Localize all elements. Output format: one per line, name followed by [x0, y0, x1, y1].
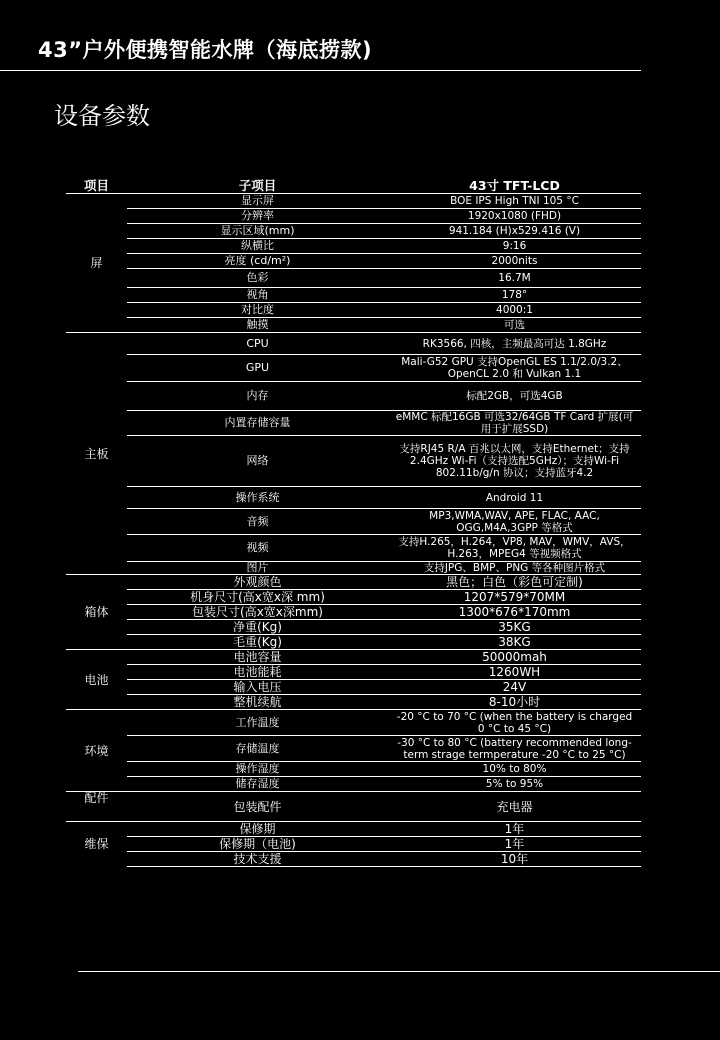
table-row: [66, 822, 641, 837]
table-row: [66, 303, 641, 318]
subitem-cell: 显示区域(mm): [127, 224, 388, 239]
subitem-cell: 技术支援: [127, 852, 388, 867]
value-cell: Android 11: [388, 487, 641, 509]
table-row: [66, 590, 641, 605]
subitem-cell: 图片: [127, 562, 388, 575]
subitem-cell: 包装配件: [127, 792, 388, 822]
value-cell: 1920x1080 (FHD): [388, 209, 641, 224]
value-cell: 充电器: [388, 792, 641, 822]
value-cell: 1207*579*70MM: [388, 590, 641, 605]
subitem-cell: 储存湿度: [127, 777, 388, 792]
table-row: [66, 710, 641, 736]
subitem-cell: 外观颜色: [127, 575, 388, 590]
category-cell: 配件: [66, 792, 127, 822]
subitem-cell: GPU: [127, 355, 388, 382]
table-row: [66, 333, 641, 355]
subitem-cell: 电池容量: [127, 650, 388, 665]
value-cell: MP3,WMA,WAV, APE, FLAC, AAC, OGG,M4A,3GPP 等格式: [388, 509, 641, 535]
subitem-cell: 机身尺寸(高x宽x深 mm): [127, 590, 388, 605]
subitem-cell: 显示屏: [127, 194, 388, 209]
subitem-cell: 存储温度: [127, 736, 388, 762]
subitem-cell: 保修期: [127, 822, 388, 837]
value-cell: 2000nits: [388, 254, 641, 269]
table-row: [66, 535, 641, 562]
table-row: [66, 224, 641, 239]
value-cell: 8-10小时: [388, 695, 641, 710]
value-cell: 支持H.265，H.264，VP8, MAV，WMV，AVS，H.263，MPEG4 等视频格式: [388, 535, 641, 562]
title-divider: [0, 70, 641, 71]
value-cell: 标配2GB，可选4GB: [388, 382, 641, 411]
value-cell: 10年: [388, 852, 641, 867]
table-row: [66, 194, 641, 209]
subitem-cell: 音频: [127, 509, 388, 535]
subitem-cell: 工作温度: [127, 710, 388, 736]
table-row: [66, 209, 641, 224]
value-cell: 10% to 80%: [388, 762, 641, 777]
table-row: [66, 239, 641, 254]
value-cell: 941.184 (H)x529.416 (V): [388, 224, 641, 239]
table-row: [66, 777, 641, 792]
header-item: 项目: [66, 178, 127, 194]
value-cell: Mali-G52 GPU 支持OpenGL ES 1.1/2.0/3.2、OpenCL 2.0 和 Vulkan 1.1: [388, 355, 641, 382]
category-cell: 维保: [84, 837, 109, 852]
category-cell: 主板: [66, 333, 127, 575]
table-row: [66, 509, 641, 535]
value-cell: 1300*676*170mm: [388, 605, 641, 620]
category-cell: 屏: [66, 194, 127, 333]
value-cell: BOE IPS High TNI 105 °C: [388, 194, 641, 209]
subitem-cell: 分辨率: [127, 209, 388, 224]
header-model: 43寸 TFT-LCD: [388, 178, 641, 194]
table-row: [66, 635, 641, 650]
subitem-cell: 净重(Kg): [127, 620, 388, 635]
subitem-cell: CPU: [127, 333, 388, 355]
subitem-cell: 视频: [127, 535, 388, 562]
value-cell: eMMC 标配16GB 可选32/64GB TF Card 扩展(可用于扩展SSD): [388, 411, 641, 436]
subitem-cell: 纵横比: [127, 239, 388, 254]
subitem-cell: 整机续航: [127, 695, 388, 710]
subitem-cell: 对比度: [127, 303, 388, 318]
section-title: 设备参数: [54, 102, 150, 130]
value-cell: 支持JPG、BMP、PNG 等各种图片格式: [388, 562, 641, 575]
subitem-cell: 电池能耗: [127, 665, 388, 680]
table-row: [66, 288, 641, 303]
subitem-cell: 内置存储容量: [127, 411, 388, 436]
table-row: [66, 762, 641, 777]
subitem-cell: 亮度 (cd/m²): [127, 254, 388, 269]
footer-divider: [78, 971, 720, 972]
table-row: [66, 575, 641, 590]
value-cell: 35KG: [388, 620, 641, 635]
subitem-cell: 包装尺寸(高x宽x深mm): [127, 605, 388, 620]
table-row: [66, 562, 641, 575]
value-cell: 1年: [388, 837, 641, 852]
value-cell: 38KG: [388, 635, 641, 650]
table-row: [66, 605, 641, 620]
value-cell: 1年: [388, 822, 641, 837]
table-row: [66, 736, 641, 762]
category-cell: 电池: [66, 650, 127, 710]
table-row: [66, 650, 641, 665]
value-cell: 178°: [388, 288, 641, 303]
document-title: 43”户外便携智能水牌（海底捞款): [38, 38, 373, 62]
table-row: [66, 680, 641, 695]
subitem-cell: 操作湿度: [127, 762, 388, 777]
subitem-cell: 视角: [127, 288, 388, 303]
subitem-cell: 毛重(Kg): [127, 635, 388, 650]
spec-table: [66, 178, 641, 867]
table-row: [66, 382, 641, 411]
value-cell: 9:16: [388, 239, 641, 254]
value-cell: 黑色；白色（彩色可定制): [388, 575, 641, 590]
table-row: [66, 318, 641, 333]
category-cell: 环境: [66, 710, 127, 792]
value-cell: 1260WH: [388, 665, 641, 680]
value-cell: 5% to 95%: [388, 777, 641, 792]
table-row: [66, 695, 641, 710]
table-row: [66, 665, 641, 680]
value-cell: RK3566, 四核，主频最高可达 1.8GHz: [388, 333, 641, 355]
subitem-cell: 保修期（电池): [127, 837, 388, 852]
category-cell: 箱体: [66, 575, 127, 650]
value-cell: 50000mah: [388, 650, 641, 665]
value-cell: 16.7M: [388, 269, 641, 288]
table-row: [66, 436, 641, 487]
header-subitem: 子项目: [127, 178, 388, 194]
value-cell: 4000:1: [388, 303, 641, 318]
subitem-cell: 内存: [127, 382, 388, 411]
value-cell: 支持RJ45 R/A 百兆以太网，支持Ethernet；支持2.4GHz Wi-Fi（支持选配5GHz）；支持Wi-Fi 802.11b/g/n 协议；支持蓝牙4.2: [388, 436, 641, 487]
subitem-cell: 触摸: [127, 318, 388, 333]
table-row: [66, 254, 641, 269]
table-row: [66, 852, 641, 867]
table-row: [66, 355, 641, 382]
table-row: [66, 411, 641, 436]
value-cell: 24V: [388, 680, 641, 695]
table-row: [66, 792, 641, 822]
value-cell: -30 °C to 80 °C (battery recommended long-term strage termperature -20 °C to 25 °C): [388, 736, 641, 762]
table-header-row: [66, 178, 641, 194]
table-row: [66, 620, 641, 635]
subitem-cell: 网络: [127, 436, 388, 487]
value-cell: 可选: [388, 318, 641, 333]
value-cell: -20 °C to 70 °C (when the battery is charged 0 °C to 45 °C): [388, 710, 641, 736]
table-row: [66, 487, 641, 509]
subitem-cell: 操作系统: [127, 487, 388, 509]
subitem-cell: 输入电压: [127, 680, 388, 695]
subitem-cell: 色彩: [127, 269, 388, 288]
table-row: [66, 269, 641, 288]
table-row: [66, 837, 641, 852]
